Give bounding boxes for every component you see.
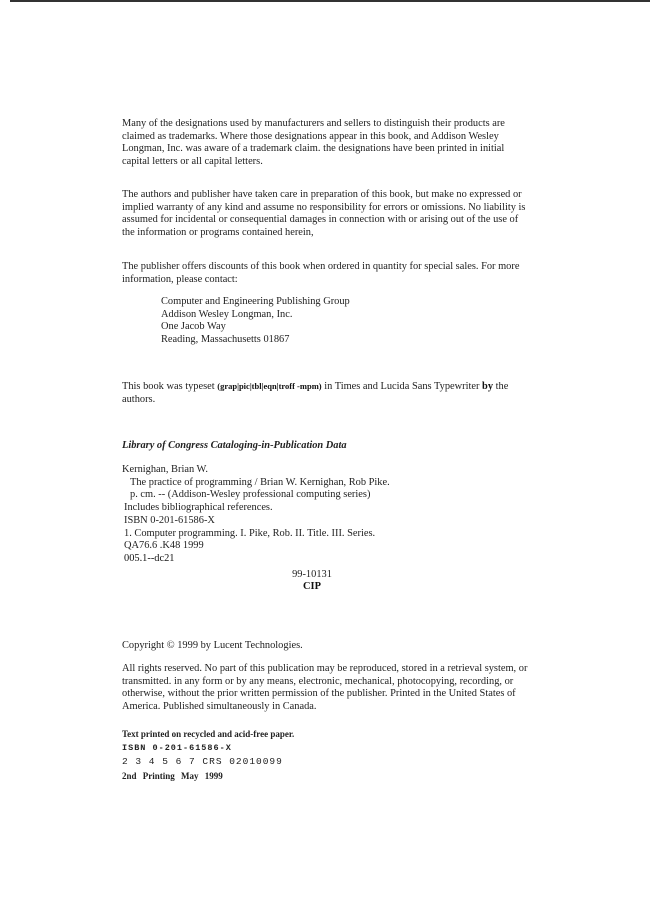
cip-label: CIP [303, 581, 321, 593]
warranty-paragraph [122, 189, 562, 240]
copyright-text: Copyright © 1999 by Lucent Technologies. [122, 640, 303, 651]
typeset-suffix: the [493, 381, 509, 392]
contact-address [122, 296, 601, 347]
text-line: implied warranty of any kind and assume no responsibility for errors or omissions. No liability is [122, 201, 526, 213]
cip-isbn: ISBN 0-201-61586-X [124, 514, 215, 526]
cip-dewey: 005.1--dc21 [124, 552, 175, 564]
text-line: information, please contact: [122, 273, 238, 285]
discount-paragraph [122, 261, 562, 286]
text-line: claimed as trademarks. Where those designations appear in this book, and Addison Wesley [122, 130, 499, 142]
printing-isbn: ISBN 0-201-61586-X [122, 743, 232, 753]
address-line: One Jacob Way [161, 321, 226, 333]
trademark-paragraph [122, 118, 562, 169]
text-line: transmitted. in any form or by any means, electronic, mechanical, photocopying, recording, or [122, 675, 514, 687]
text-line: The publisher offers discounts of this book when ordered in quantity for special sales. For more [122, 261, 520, 272]
text-line: All rights reserved. No part of this publication may be reproduced, stored in a retrieval system, or [122, 663, 528, 674]
cip-references: Includes bibliographical references. [124, 502, 273, 514]
printing-edition: 2nd Printing May 1999 [122, 771, 223, 781]
cip-author: Kernighan, Brian W. [122, 464, 208, 475]
text-line: otherwise, without the prior written permission of the publisher. Printed in the United States of [122, 688, 516, 700]
text-line [122, 380, 562, 394]
address-line: Computer and Engineering Publishing Group [161, 296, 350, 307]
printing-info [122, 727, 562, 783]
typeset-middle: in Times and Lucida Sans Typewriter [321, 381, 483, 392]
typeset-paragraph [122, 380, 562, 406]
cip-series: p. cm. -- (Addison-Wesley professional computing series) [130, 489, 371, 501]
cip-heading [122, 440, 562, 453]
text-line: assumed for incidental or consequential damages in connection with or arising out of the use of [122, 214, 519, 226]
top-border-rule [10, 0, 650, 2]
text-line: The authors and publisher have taken care in preparation of this book, but make no expressed or [122, 189, 522, 200]
cip-title: The practice of programming / Brian W. Kernighan, Rob Pike. [130, 476, 390, 488]
cip-lccn: 99-10131 [292, 568, 332, 580]
address-line: Reading, Massachusetts 01867 [161, 334, 290, 346]
address-line: Addison Wesley Longman, Inc. [161, 308, 293, 320]
typeset-by: by [482, 381, 494, 392]
rights-paragraph [122, 663, 562, 714]
text-line: the information or programs contained herein, [122, 227, 314, 239]
copyright-line [122, 640, 562, 653]
text-line: capital letters or all capital letters. [122, 156, 263, 168]
print-line: 2 3 4 5 6 7 CRS 02010099 [122, 756, 283, 767]
paper-note: Text printed on recycled and acid-free paper. [122, 729, 295, 739]
text-line: America. Published simultaneously in Canada. [122, 701, 317, 713]
text-line: authors. [122, 393, 156, 405]
cip-record [122, 464, 562, 594]
text-line: Longman, Inc. was aware of a trademark claim. the designations have been printed in initial [122, 143, 505, 155]
cip-lc-class: QA76.6 .K48 1999 [124, 540, 204, 552]
typeset-prefix: This book was typeset [122, 381, 218, 392]
cip-heading-text: Library of Congress Cataloging-in-Publication Data [122, 440, 347, 451]
cip-subjects: 1. Computer programming. I. Pike, Rob. II. Title. III. Series. [124, 527, 376, 539]
text-line: Many of the designations used by manufacturers and sellers to distinguish their products are [122, 118, 505, 129]
typeset-tools: (grap|pic|tbl|eqn|troff -mpm) [217, 381, 322, 391]
